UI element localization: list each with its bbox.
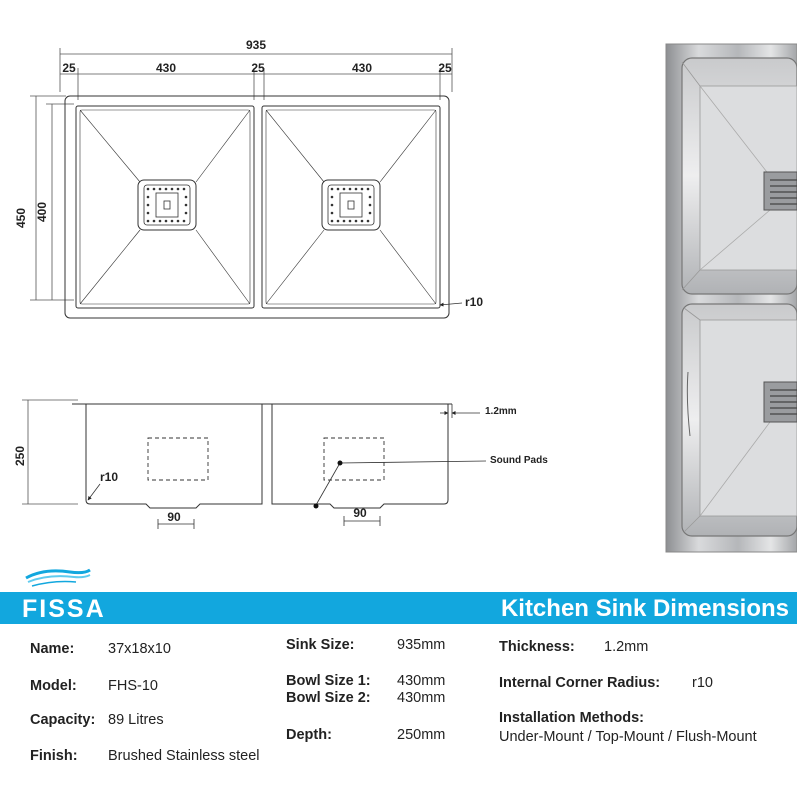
left-margin-label: 25 <box>62 61 76 75</box>
right-margin-label: 25 <box>438 61 452 75</box>
sound-pads-leader <box>316 461 486 505</box>
name-label: Name: <box>30 641 75 657</box>
side-radius-leader <box>88 484 100 500</box>
page-title: Kitchen Sink Dimensions <box>500 595 789 622</box>
bowl1-label: Bowl Size 1: <box>286 673 371 689</box>
drain-left <box>138 180 196 230</box>
bowl1-value: 430mm <box>397 673 446 689</box>
divider-width-label: 25 <box>251 61 265 75</box>
sink-top-view <box>65 96 449 318</box>
radius-label: Internal Corner Radius: <box>499 675 661 691</box>
drain-right <box>322 180 380 230</box>
bowl2-label: Bowl Size 2: <box>286 690 371 706</box>
bowl1-width-label: 430 <box>155 61 177 75</box>
bowl-depth-label: 400 <box>35 201 49 223</box>
depth-value: 250mm <box>397 727 446 743</box>
capacity-value: 89 Litres <box>108 712 164 728</box>
name-value: 37x18x10 <box>108 641 171 657</box>
sound-pads-dot <box>338 461 343 466</box>
capacity-label: Capacity: <box>30 712 96 728</box>
sink-photo <box>666 44 797 552</box>
overall-width-label: 935 <box>245 38 267 52</box>
model-label: Model: <box>30 678 77 694</box>
install-label: Installation Methods: <box>499 710 644 726</box>
sink-side-view <box>72 404 452 508</box>
finish-label: Finish: <box>30 748 78 764</box>
drain-offset-left-label: 90 <box>167 510 181 524</box>
finish-value: Brushed Stainless steel <box>108 748 260 764</box>
install-value: Under-Mount / Top-Mount / Flush-Mount <box>499 729 757 745</box>
drain-offset-dims <box>158 516 380 529</box>
thickness-label: Thickness: <box>499 639 575 655</box>
bowl2-value: 430mm <box>397 690 446 706</box>
thickness-value: 1.2mm <box>604 639 649 655</box>
model-value: FHS-10 <box>108 678 158 694</box>
overall-depth-label: 450 <box>14 207 28 229</box>
thickness-leader <box>440 404 480 418</box>
corner-radius-leader <box>440 303 462 305</box>
bowl2-width-label: 430 <box>351 61 373 75</box>
sink-size-label: Sink Size: <box>286 637 355 653</box>
depth-label: Depth: <box>286 727 332 743</box>
fissa-logo-icon <box>24 566 94 590</box>
height-label: 250 <box>13 445 27 467</box>
thickness-note: 1.2mm <box>485 406 517 417</box>
radius-value: r10 <box>692 675 713 691</box>
drain-offset-right-label: 90 <box>353 506 367 520</box>
side-dimension-lines <box>30 96 74 300</box>
sound-pads-note: Sound Pads <box>490 455 548 466</box>
corner-radius-label: r10 <box>465 295 484 309</box>
sink-size-value: 935mm <box>397 637 446 653</box>
side-view-dimensions <box>22 400 78 504</box>
brand-name: FISSA <box>22 595 106 623</box>
side-radius-label: r10 <box>100 470 119 484</box>
sound-pads-dot-bottom <box>314 504 319 509</box>
title-banner <box>0 592 797 624</box>
